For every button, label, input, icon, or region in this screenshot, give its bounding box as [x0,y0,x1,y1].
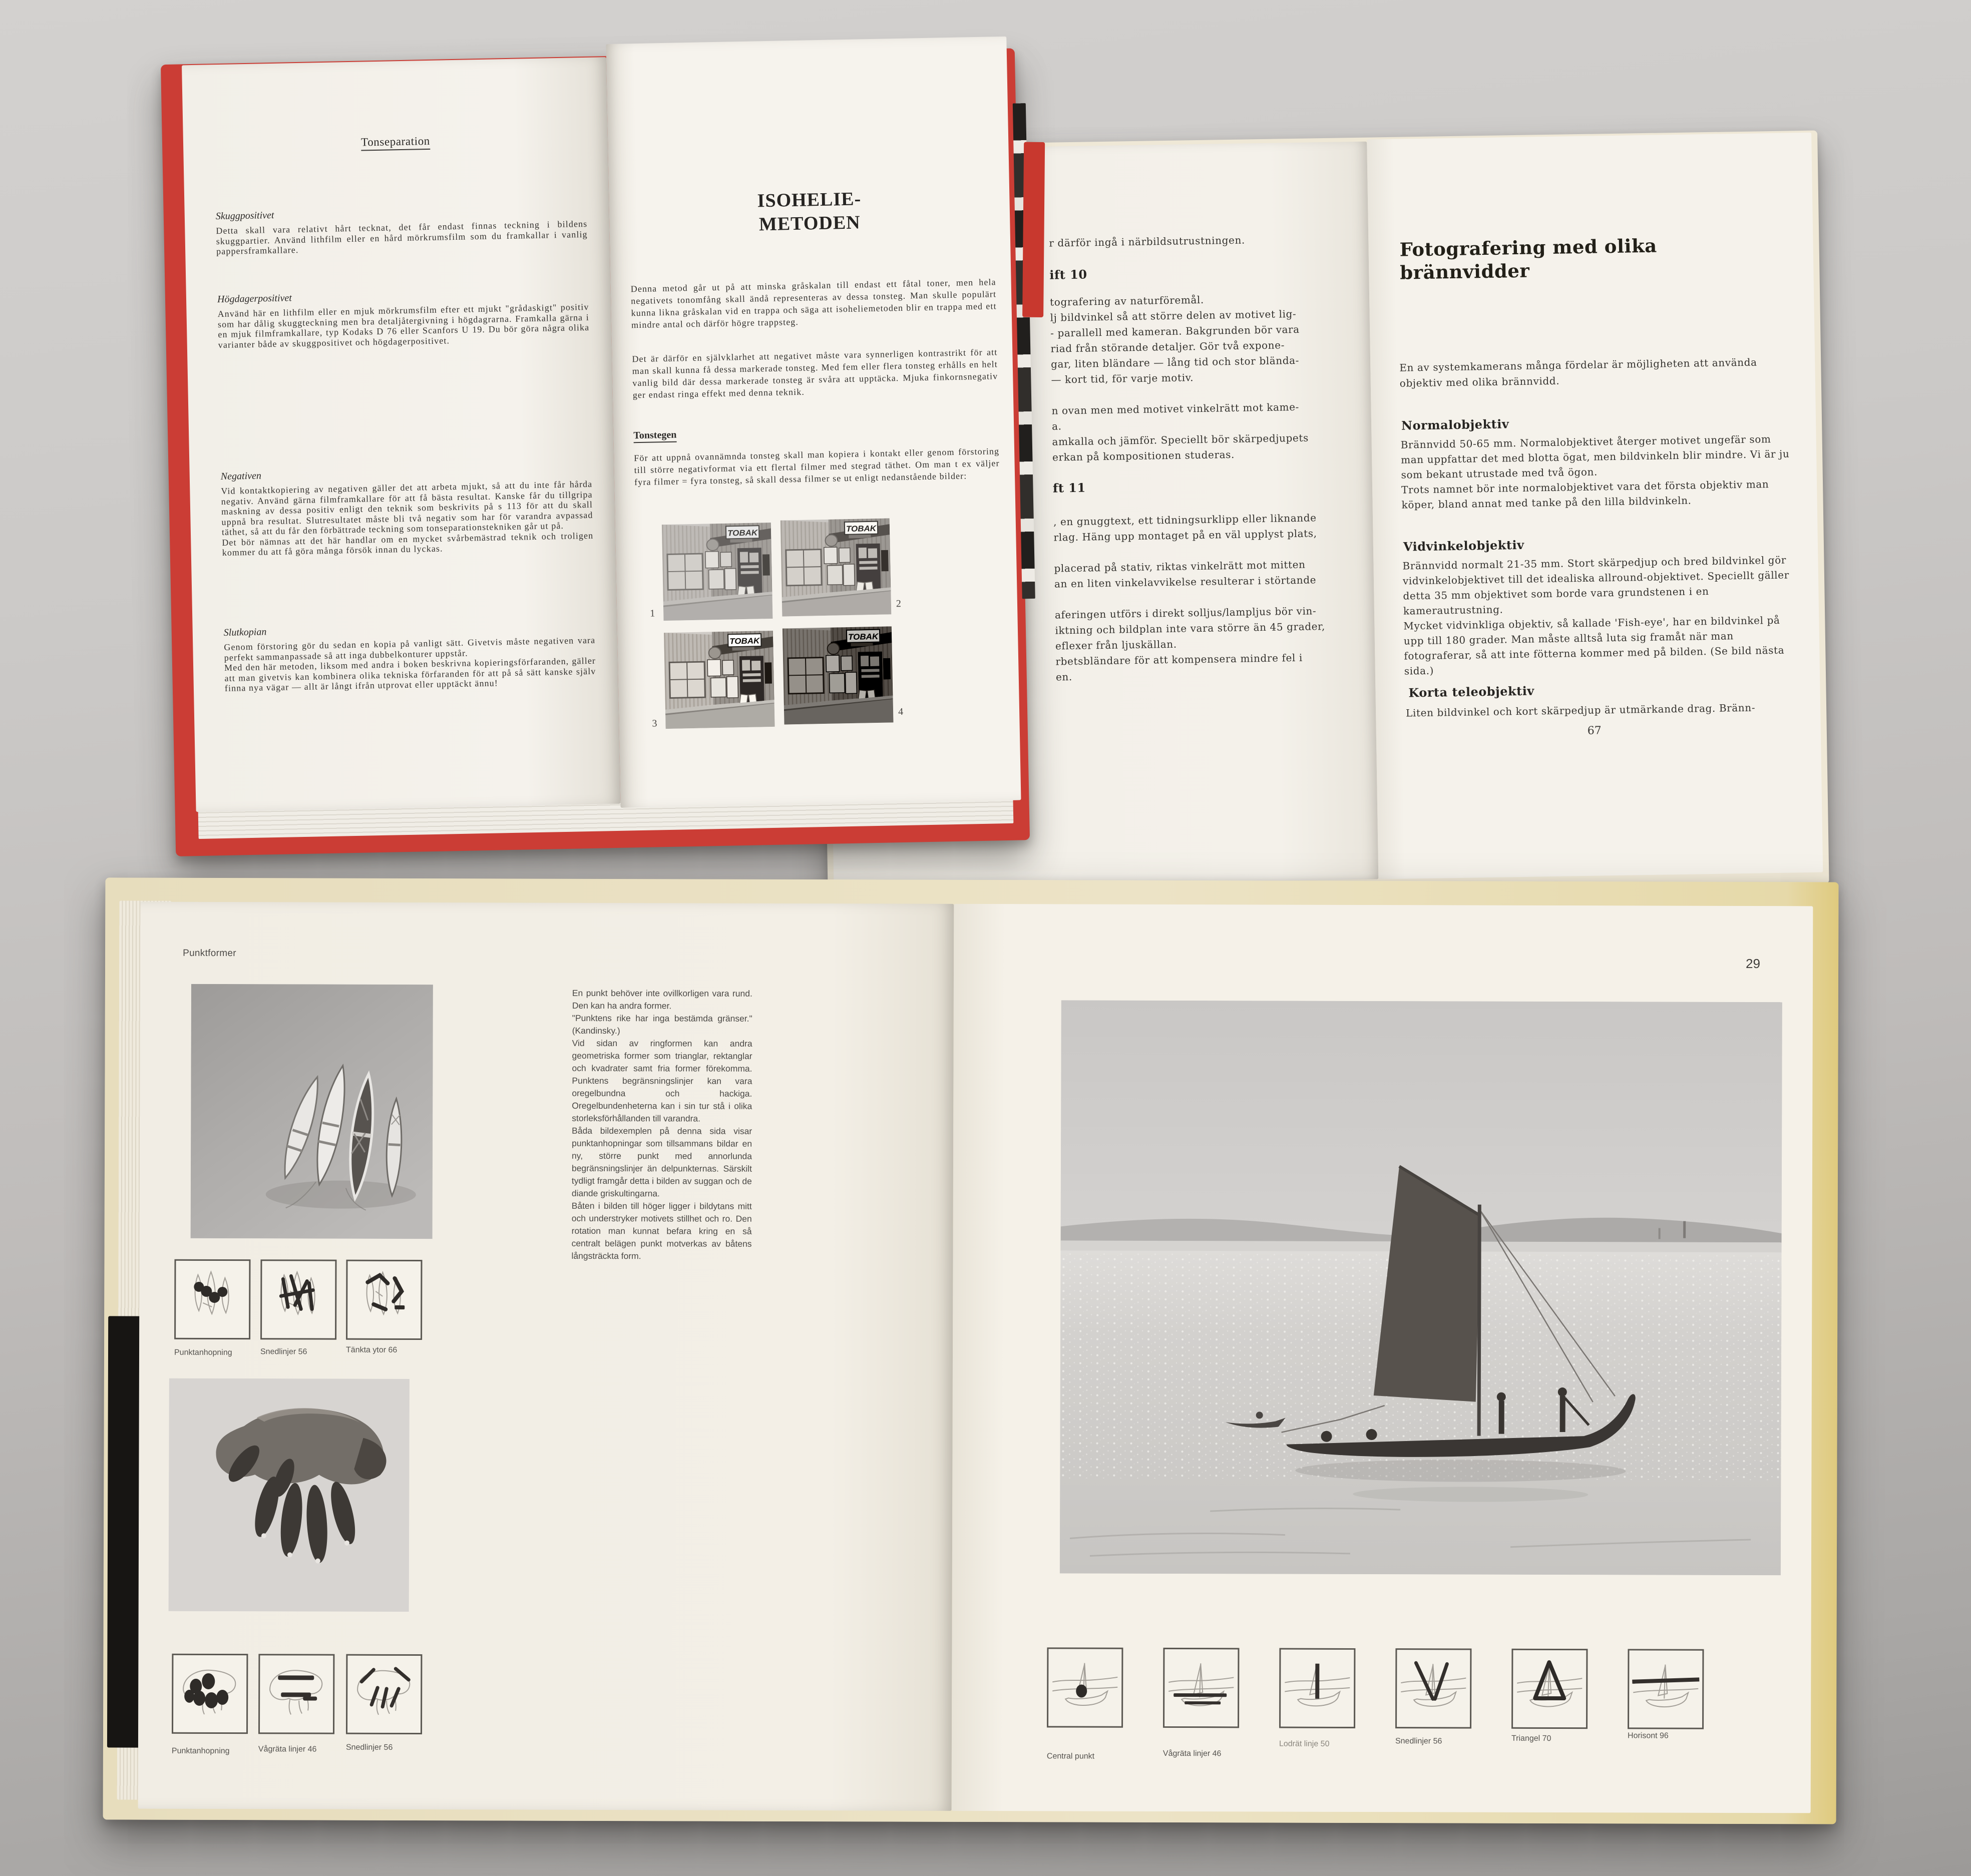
diagram-snedlinjer-boat [1395,1648,1471,1728]
diagram-vagrata-linjer-boat [1163,1648,1239,1728]
caption-lodrat-linje: Lodrät linje 50 [1279,1739,1330,1748]
book1-heading-negativen: Negativen [220,470,262,483]
book1-heading-slutkopian: Slutkopian [223,626,267,639]
book2-left-heading-10: ift 10 [1049,267,1087,282]
caption-row2-1: Punktanhopning [171,1746,230,1756]
book-top-left [157,28,1069,875]
photo-label-1: 1 [650,608,655,619]
tobak-photo-1 [662,523,773,621]
caption-row1-1: Punktanhopning [174,1348,232,1357]
caption-vagrata-linjer: Vågräta linjer 46 [1162,1749,1222,1758]
book2-body-vidvinkelobjektiv: Brännvidd normalt 21-35 mm. Stort skärpedjup och bred bildvinkel gör vidvinkelobjektivet till det idealiska allround-objektivet. Speciellt gäller detta 35 mm objektivet som borde vara grundstenen i en kamerautrustning. Mycket vidvinkliga objektiv, så kallade 'Fish-eye', har en bildvinkel på upp till 180 grader. Man måste alltså luta sig framåt när man fotograferar, så att inte fötterna kommer med på bilden. (Se bild nästa sida.) [1402,554,1789,677]
book1-right-page [606,37,1021,808]
diagram-triangel [1511,1649,1588,1729]
caption-triangel: Triangel 70 [1511,1734,1551,1743]
book2-intro: En av systemkamerans många fördelar är möjligheten att använda objektiv med olika brännvidd. [1399,356,1757,389]
book3-left-page [138,902,954,1811]
book2-body-korta-teleobjektiv: Liten bildvinkel och kort skärpedjup är utmärkande drag. Bränn- [1405,701,1756,719]
diagram-punktanhopning-pig [172,1654,248,1734]
book2-heading-normalobjektiv: Normalobjektiv [1401,416,1509,433]
book1-body-negativen: Vid kontaktkopiering av negativen gäller det att arbeta mjukt, så att du inte får hårda negativ. Använd gärna filmframkallare för att få bästa resultat. Kanske får du tillgripa maskning av dessa positiv enligt den teknik som beskrivits på s 113 för att du skall uppnå bra resultat. Slutresultatet måste bli två negativ som har för varandra avpassad täthet, så att du får den förbättrade teckning som tonseparationstekniken går ut på. Det bör nämnas att det här handlar om en mycket svårbemästrad teknik och troligen kommer du att få göra många försök innan du lyckas. [221,479,594,558]
tobak-photo-3 [664,631,775,729]
caption-row1-2: Snedlinjer 56 [260,1347,307,1356]
book3-page-number: 29 [1746,956,1761,972]
book2-body-normalobjektiv: Brännvidd 50-65 mm. Normalobjektivet återger motivet ungefär som man uppfattar det med blotta ögat, men bildvinkeln blir mindre. Vi är ju som bekant utrustade med två ögon. Trots namnet bör inte normalobjektivet vara det första objektiv man köper, bland annat med tanke på den lilla bildvinkeln. [1400,433,1790,511]
diagram-tankta-ytor [346,1260,422,1340]
book1-body-skuggpositivet: Detta skall vara relativt hårt tecknat, det får endast finnas teckning i bildens skuggpartier. Använd lithfilm eller en hård mörkrumsfilm som du framkallar i vanlig pappersframkallare. [216,218,588,257]
book1-heading-skuggpositivet: Skuggpositivet [215,209,274,222]
diagram-horisont [1628,1649,1704,1729]
caption-row1-3: Tänkta ytor 66 [346,1345,398,1354]
book2-page-number: 67 [1587,724,1602,737]
caption-snedlinjer: Snedlinjer 56 [1395,1737,1442,1746]
book2-chapter-title: Fotografering med olika brännvidder [1399,234,1657,284]
book1-left-page [182,57,620,812]
diagram-punktanhopning-boats [174,1259,250,1339]
book1-left-header: Tonseparation [183,131,608,152]
caption-central-punkt: Central punkt [1046,1752,1095,1761]
book2-heading-korta-teleobjektiv: Korta teleobjektiv [1408,683,1534,700]
book3-right-page [952,904,1813,1813]
book-bottom [103,877,1868,1835]
sailboat-photo [1060,1000,1782,1575]
book2-right-page [1367,133,1823,879]
photo-label-3: 3 [652,718,657,729]
tobak-photo-2 [780,518,892,616]
photo-label-4: 4 [898,706,904,718]
sow-piglets-photo [169,1378,410,1612]
book1-chapter-title: ISOHELIE- METODEN [757,188,862,235]
diagram-lodrat-linje [1279,1648,1355,1728]
book1-subhead-tonstegen: Tonstegen [633,429,676,442]
book1-para2: Det är därför en självklarhet att negativet måste vara synnerligen kontrastrikt för att man skall kunna få dessa markerade tonsteg. Med fem eller flera tonsteg erhålls en helt vanlig bild där dessa markerade tonsteg är svåra att upptäcka. Mjuka finkornsnegativ ger endast ringa effekt med denna teknik. [632,347,998,400]
photo-label-2: 2 [896,598,902,610]
caption-horisont: Horisont 96 [1627,1731,1669,1740]
diagram-snedlinjer-boats [260,1259,336,1339]
book3-left-header: Punktformer [183,948,236,959]
book1-para1: Denna metod går ut på att minska gråskalan till endast ett fåtal toner, men hela negativets tonomfång skall ändå representeras av dessa tonsteg. Man skulle populärt kunna likna gråskalan vid en trappa och säga att isoheliemetoden blir en trappa med ett mindre antal och därför högre trappsteg. [630,277,997,330]
book1-para3: För att uppnå ovannämnda tonsteg skall man kopiera i kontakt eller genom förstoring till större negativformat via ett flertal filmer med stegrad täthet. Om man t ex väljer fyra filmer = fyra tonsteg, så skall dessa filmer se ut enligt nedanstående bilder: [634,446,1000,488]
book2-left-heading-11: ft 11 [1052,480,1086,496]
diagram-central-punkt [1047,1647,1123,1727]
book2-heading-vidvinkelobjektiv: Vidvinkelobjektiv [1403,537,1524,554]
book2-left-fragment-block2: , en gnuggtext, ett tidningsurklipp eller liknande rlag. Häng upp montaget på en väl upplyst plats, placerad på stativ, riktas vinkelrätt mot mitten an en liten vinkelavvikelse resulterar i störtande aferingen utförs i direkt solljus/lampljus bör vin- iktning och bildplan inte vara större än 45 grader, eflexer från ljuskällan. rbetsbländare för att kompensera mindre fel i en. [1053,512,1326,683]
book1-cover-sliver [1022,142,1045,317]
tobak-photo-4 [782,626,894,724]
diagram-snedlinjer-pig [346,1654,422,1734]
book2-left-fragment-top: r därför ingå i närbildsutrustningen. [1049,234,1246,249]
book1-heading-hogdagerpositivet: Högdagerpositivet [217,292,292,305]
caption-row2-3: Snedlinjer 56 [345,1743,393,1752]
diagram-vagrata-linjer-pig [258,1654,334,1734]
book1-body-hogdagerpositivet: Använd här en lithfilm eller en mjuk mörkrumsfilm efter ett mjukt "grådaskigt" positiv som har dålig skuggteckning men bra detaljåtergivning i högdagrarna. Framkalla gärna i en mjuk filmframkallare, typ Kodaks D 76 eller Scanfors U 19. Du bör göra några olika varianter både av skuggpositivet och högdagerpositivet. [217,301,590,350]
rowboats-photo [191,984,433,1239]
book2-left-fragment-block1: tografering av naturföremål. lj bildvinkel så att större delen av motivet lig- - parallell med kameran. Bakgrunden bör vara riad från störande detaljer. Gör två expone- gar, liten bländare — lång tid och stor blända- — kort tid, för varje motiv. n ovan men med motivet vinkelrätt mot kame- a. amkalla och jämför. Speciellt bör skärpedjupets erkan på kompositionen studeras. [1049,293,1309,463]
book1-body-slutkopian: Genom förstoring gör du sedan en kopia på vanligt sätt. Givetvis måste negativen vara perfekt sammanpassade så att inga dubbelkonturer uppstår. Med den här metoden, liksom med andra i boken beskrivna kopieringsförfaranden, gäller att man givetvis kan kombinera olika tekniska förfaranden för att på så sätt kanske själv finna nya vägar — allt är långt ifrån utprovat eller upptäckt ännu! [224,635,596,693]
book3-column-text: En punkt behöver inte ovillkorligen vara rund. Den kan ha andra former. "Punktens rike har inga bestämda gränser." (Kandinsky.) Vid sidan av ringformen kan andra geometriska former som trianglar, rektanglar och kvadrater samt fria former förekomma. Punktens begränsningslinjer kan vara oregelbundna och hackiga. Oregelbundenheterna kan i sin tur stå i olika storleksförhållanden till varandra. Båda bildexemplen på denna sida visar punktanhopningar som tillsammans bildar en ny, större punkt med annorlunda begränsningslinjer än delpunkternas. Särskilt tydligt framgår detta i bilden av suggan och de diande griskultingarna. Båten i bilden till höger ligger i bildytans mitt och understryker motivets stillhet och ro. Den rotation man kunnat befara kring en så centralt belägen punkt motverkas av båtens långsträckta form. [571,988,752,1261]
caption-row2-2: Vågräta linjer 46 [258,1745,317,1754]
